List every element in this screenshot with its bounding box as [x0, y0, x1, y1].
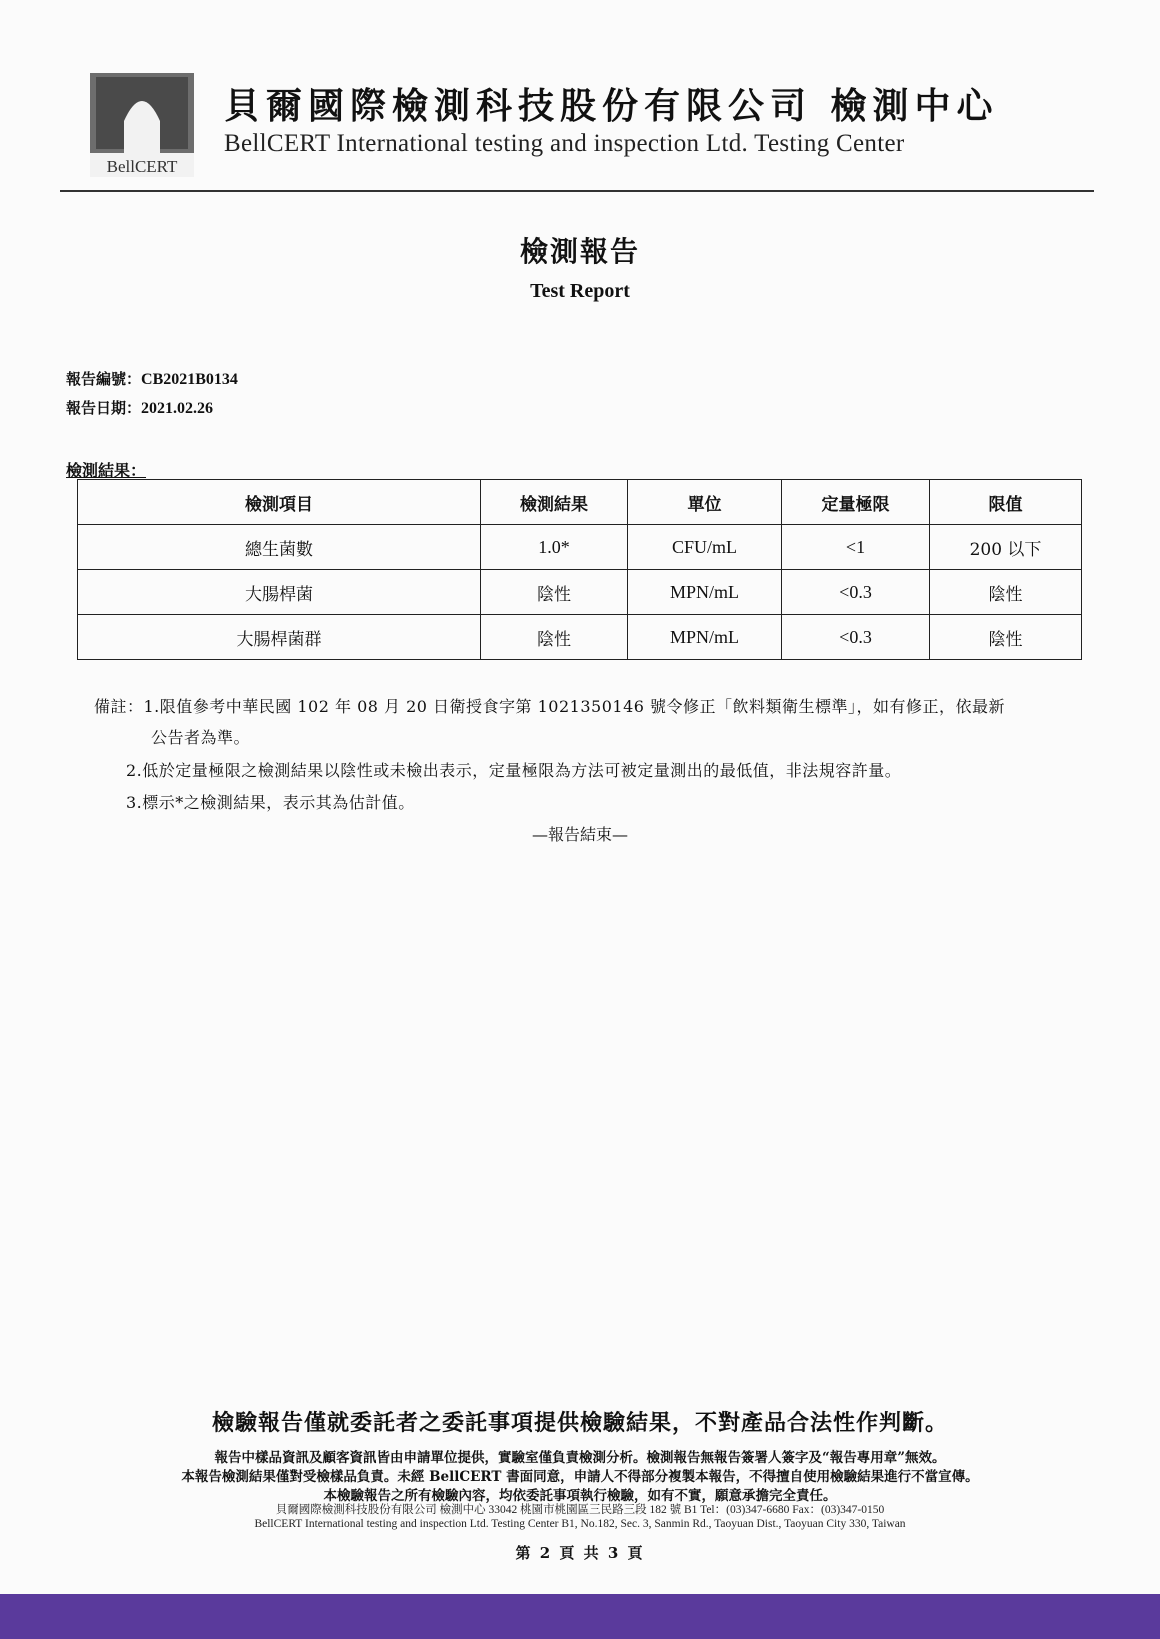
disclaimer-line-2: 本報告檢測結果僅對受檢樣品負責。未經 BellCERT 書面同意，申請人不得部分複製本報告，不得擅自使用檢驗結果進行不當宣傳。 [181, 1469, 979, 1485]
table-header-row [78, 480, 1082, 525]
cell-limit: 陰性 [930, 570, 1082, 615]
note-3: 3.標示*之檢測結果，表示其為估計值。 [126, 793, 415, 812]
header-unit: 單位 [628, 480, 782, 525]
table-row [78, 615, 1082, 660]
cell-unit: MPN/mL [628, 615, 782, 660]
cell-result: 陰性 [481, 570, 628, 615]
company-name-en: BellCERT International testing and inspection Ltd. Testing Center [224, 130, 905, 157]
report-date [66, 397, 213, 418]
report-date-label: 報告日期： [66, 399, 142, 417]
report-date-value: 2021.02.26 [141, 400, 214, 417]
report-title-en: Test Report [530, 280, 630, 302]
header-divider [60, 190, 1094, 192]
header-quant-limit: 定量極限 [782, 480, 930, 525]
cell-result: 1.0* [481, 525, 628, 570]
cell-quant-limit: <0.3 [782, 570, 930, 615]
results-table [77, 479, 1082, 660]
address-zh: 貝爾國際檢測科技股份有限公司 檢測中心 33042 桃園市桃園區三民路三段 182 號 B1 Tel：(03)347-6680 Fax：(03)347-0150 [275, 1504, 885, 1516]
header-limit: 限值 [930, 480, 1082, 525]
note-1-continued: 公告者為準。 [151, 728, 251, 747]
report-number-label: 報告編號： [66, 370, 142, 388]
results-label: 檢測結果： [66, 461, 147, 480]
cell-limit: 陰性 [930, 615, 1082, 660]
company-name-zh: 貝爾國際檢測科技股份有限公司 檢測中心 [224, 85, 999, 127]
disclaimer-line-3: 本檢驗報告之所有檢驗內容，均依委託事項執行檢驗，如有不實，願意承擔完全責任。 [323, 1488, 837, 1504]
header-test-item: 檢測項目 [78, 480, 481, 525]
cell-quant-limit: <1 [782, 525, 930, 570]
note-1: 備註：1.限值參考中華民國 102 年 08 月 20 日衛授食字第 1021350146 號令修正「飲料類衛生標準」，如有修正，依最新 [94, 697, 1006, 716]
cell-quant-limit: <0.3 [782, 615, 930, 660]
bottom-decorative-bar [0, 1594, 1160, 1639]
cell-unit: CFU/mL [628, 525, 782, 570]
cell-test-item: 大腸桿菌群 [78, 615, 481, 660]
logo-text: BellCERT [106, 157, 178, 176]
cell-result: 陰性 [481, 615, 628, 660]
report-number-value: CB2021B0134 [141, 371, 238, 388]
table-row [78, 525, 1082, 570]
disclaimer-line-1: 報告中樣品資訊及顧客資訊皆由申請單位提供，實驗室僅負責檢測分析。檢測報告無報告簽署人簽字及“報告專用章”無效。 [214, 1450, 946, 1466]
cell-limit: 200 以下 [930, 525, 1082, 570]
cell-test-item: 總生菌數 [78, 525, 481, 570]
table-row [78, 570, 1082, 615]
bellcert-logo [90, 73, 194, 177]
page-number: 第 2 頁 共 3 頁 [515, 1544, 645, 1562]
end-of-report: —報告結束— [531, 825, 628, 844]
disclaimer-main: 檢驗報告僅就委託者之委託事項提供檢驗結果，不對產品合法性作判斷。 [211, 1410, 948, 1436]
address-en: BellCERT International testing and inspection Ltd. Testing Center B1, No.182, Sec. 3, Sanmin Rd., Taoyuan Dist., Taoyuan City 330, Taiwan [254, 1518, 906, 1530]
cell-test-item: 大腸桿菌 [78, 570, 481, 615]
report-number [66, 368, 238, 389]
cell-unit: MPN/mL [628, 570, 782, 615]
note-2: 2.低於定量極限之檢測結果以陰性或未檢出表示，定量極限為方法可被定量測出的最低值，非法規容許量。 [126, 761, 902, 780]
report-title-zh: 檢測報告 [519, 235, 640, 268]
header-result: 檢測結果 [481, 480, 628, 525]
